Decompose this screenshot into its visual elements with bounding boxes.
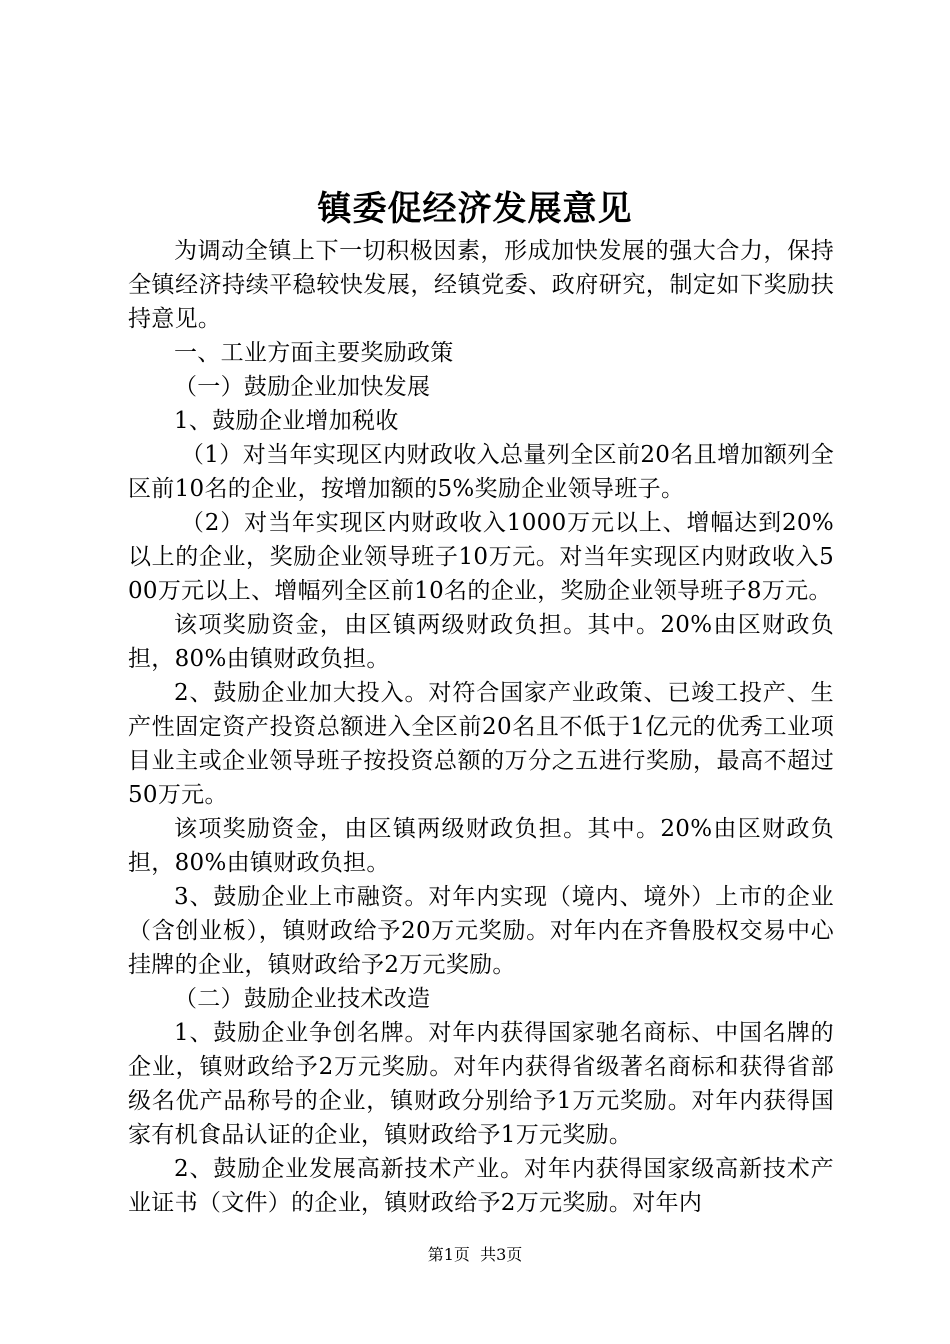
paragraph-brand: 1、鼓励企业争创名牌。对年内获得国家驰名商标、中国名牌的企业，镇财政给予2万元奖励。对年内获得省级著名商标和获得省部级名优产品称号的企业，镇财政分别给予1万元奖励。对年内获得国家有机食品认证的企业，镇财政给予1万元奖励。 bbox=[128, 1020, 834, 1148]
paragraph-funding-2: 该项奖励资金，由区镇两级财政负担。其中。20%由区财政负担，80%由镇财政负担。 bbox=[128, 816, 834, 876]
paragraph-high-tech: 2、鼓励企业发展高新技术产业。对年内获得国家级高新技术产业证书（文件）的企业，镇财政给予2万元奖励。对年内 bbox=[128, 1156, 834, 1216]
paragraph-item-2: （2）对当年实现区内财政收入1000万元以上、增幅达到20%以上的企业，奖励企业领导班子10万元。对当年实现区内财政收入500万元以上、增幅列全区前10名的企业，奖励企业领导班子8万元。 bbox=[128, 510, 834, 604]
heading-encourage-development: （一）鼓励企业加快发展 bbox=[174, 374, 431, 400]
heading-technical-upgrade: （二）鼓励企业技术改造 bbox=[174, 986, 431, 1012]
page-footer bbox=[0, 1244, 950, 1266]
paragraph-increase-investment: 2、鼓励企业加大投入。对符合国家产业政策、已竣工投产、生产性固定资产投资总额进入全区前20名且不低于1亿元的优秀工业项目业主或企业领导班子按投资总额的万分之五进行奖励，最高不超过50万元。 bbox=[128, 680, 834, 808]
heading-increase-tax: 1、鼓励企业增加税收 bbox=[174, 408, 399, 434]
page-number: 第1页 bbox=[427, 1245, 470, 1264]
paragraph-funding-1: 该项奖励资金，由区镇两级财政负担。其中。20%由区财政负担，80%由镇财政负担。 bbox=[128, 612, 834, 672]
paragraph-intro: 为调动全镇上下一切积极因素，形成加快发展的强大合力，保持全镇经济持续平稳较快发展，经镇党委、政府研究，制定如下奖励扶持意见。 bbox=[128, 238, 834, 332]
paragraph-item-1: （1）对当年实现区内财政收入总量列全区前20名且增加额列全区前10名的企业，按增加额的5%奖励企业领导班子。 bbox=[128, 442, 834, 502]
heading-industrial-policy: 一、工业方面主要奖励政策 bbox=[174, 340, 454, 366]
document-title: 镇委促经济发展意见 bbox=[317, 189, 633, 229]
document-body bbox=[128, 234, 834, 1220]
paragraph-listing-financing: 3、鼓励企业上市融资。对年内实现（境内、境外）上市的企业（含创业板），镇财政给予20万元奖励。对年内在齐鲁股权交易中心挂牌的企业，镇财政给予2万元奖励。 bbox=[128, 884, 834, 978]
page-total: 共3页 bbox=[480, 1245, 523, 1264]
